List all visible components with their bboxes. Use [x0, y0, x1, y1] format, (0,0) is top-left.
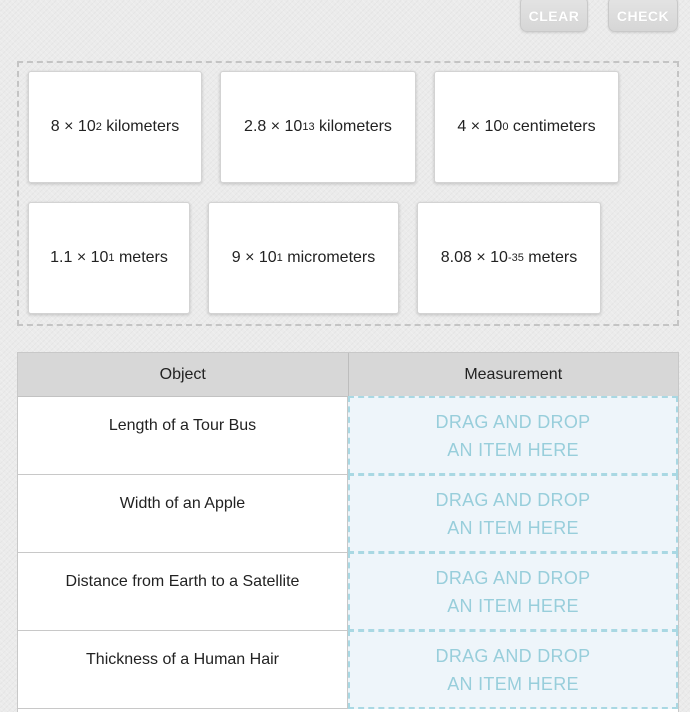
card-mantissa: 1.1 × 10	[50, 249, 109, 266]
card-unit: meters	[523, 249, 578, 266]
drop-hint-line1: DRAG AND DROP	[435, 646, 591, 666]
header-object: Object	[18, 353, 349, 396]
drop-hint-line2: AN ITEM HERE	[447, 674, 579, 694]
object-cell: Width of an Apple	[18, 475, 348, 552]
drop-hint-line2: AN ITEM HERE	[447, 596, 579, 616]
answer-card[interactable]: 8.08 × 10 -35 meters	[417, 202, 601, 314]
answer-card[interactable]: 2.8 × 10 13 kilometers	[220, 71, 416, 183]
card-unit: micrometers	[282, 249, 376, 266]
drop-hint-line1: DRAG AND DROP	[435, 568, 591, 588]
card-mantissa: 2.8 × 10	[244, 118, 303, 135]
table-header	[18, 353, 678, 397]
check-button[interactable]: CHECK	[608, 0, 678, 32]
answer-card[interactable]: 4 × 10 0 centimeters	[434, 71, 619, 183]
card-unit: kilometers	[101, 118, 180, 135]
drop-zone[interactable]	[348, 630, 678, 709]
drop-zone[interactable]	[348, 474, 678, 553]
answer-card[interactable]: 9 × 10 1 micrometers	[208, 202, 399, 314]
drop-hint-line2: AN ITEM HERE	[447, 440, 579, 460]
card-mantissa: 8 × 10	[50, 118, 96, 135]
answer-card[interactable]: 8 × 10 2 kilometers	[28, 71, 202, 183]
card-mantissa: 8.08 × 10	[440, 249, 508, 266]
card-unit: kilometers	[314, 118, 392, 135]
clear-button[interactable]: CLEAR	[520, 0, 588, 32]
matching-table	[17, 352, 679, 712]
card-mantissa: 4 × 10	[457, 118, 503, 135]
card-unit: centimeters	[508, 118, 596, 135]
object-cell: Thickness of a Human Hair	[18, 631, 348, 708]
object-cell: Distance from Earth to a Satellite	[18, 553, 348, 630]
answer-card[interactable]: 1.1 × 10 1 meters	[28, 202, 190, 314]
card-unit: meters	[114, 249, 168, 266]
card-mantissa: 9 × 10	[231, 249, 277, 266]
drop-hint-line1: DRAG AND DROP	[435, 412, 591, 432]
table-row	[18, 397, 678, 475]
drop-zone[interactable]	[348, 396, 678, 475]
drop-hint-line2: AN ITEM HERE	[447, 518, 579, 538]
drop-hint-line1: DRAG AND DROP	[435, 490, 591, 510]
object-cell: Length of a Tour Bus	[18, 397, 348, 474]
header-measurement: Measurement	[464, 365, 563, 383]
table-row	[18, 631, 678, 709]
table-row	[18, 553, 678, 631]
drop-zone[interactable]	[348, 552, 678, 631]
table-row	[18, 475, 678, 553]
